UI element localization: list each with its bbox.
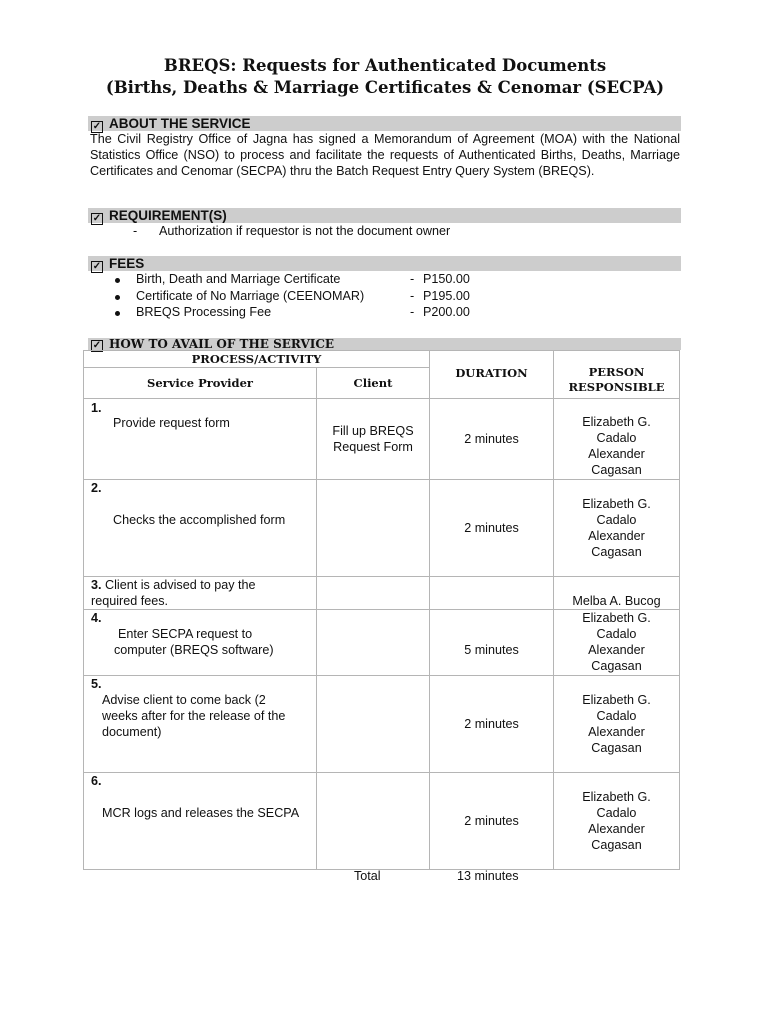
step-number: 4.	[91, 611, 102, 625]
process-table	[83, 350, 680, 870]
fee-label: Certificate of No Marriage (CEENOMAR)	[136, 289, 365, 303]
step-number: 2.	[91, 481, 102, 495]
fee-dash: -	[410, 289, 415, 303]
howto-heading: HOW TO AVAIL OF THE SERVICE	[109, 337, 335, 351]
checkbox-checked-icon: ✓	[92, 340, 102, 351]
provider-text: MCR logs and releases the SECPA	[102, 806, 300, 820]
person-header-line2: RESPONSIBLE	[568, 380, 665, 394]
duration-value: 5 minutes	[464, 643, 519, 657]
step-number: 5.	[91, 677, 102, 691]
fee-label: Birth, Death and Marriage Certificate	[136, 272, 341, 286]
fee-amount: P150.00	[423, 272, 470, 286]
requirements-heading: REQUIREMENT(S)	[109, 208, 227, 223]
fee-amount: P195.00	[423, 289, 470, 303]
person-header-line1: PERSON	[588, 365, 645, 379]
table-row	[84, 399, 680, 480]
checkbox-checked-icon: ✓	[92, 213, 102, 224]
provider-text-line: Client is advised to pay the	[105, 578, 256, 592]
provider-text: Enter SECPA request to	[118, 627, 253, 641]
person-text: Cagasan	[591, 659, 642, 673]
provider-text: Checks the accomplished form	[113, 513, 286, 527]
total-value: 13 minutes	[457, 869, 519, 883]
bullet-icon	[115, 311, 120, 316]
duration-value: 2 minutes	[464, 717, 519, 731]
fee-dash: -	[410, 272, 415, 286]
client-text: Request Form	[333, 440, 413, 454]
fees-heading: FEES	[109, 256, 145, 271]
duration-value: 2 minutes	[464, 521, 519, 535]
table-row	[84, 610, 680, 676]
person-text: Cagasan	[591, 545, 642, 559]
document-title-line1: BREQS: Requests for Authenticated Documents	[163, 56, 607, 75]
provider-text: Provide request form	[113, 416, 230, 430]
duration-value: 2 minutes	[464, 432, 519, 446]
bullet-icon	[115, 278, 120, 283]
person-text: Elizabeth G.	[582, 790, 651, 804]
service-provider-header: Service Provider	[84, 368, 317, 399]
fee-amount: P200.00	[423, 305, 470, 319]
about-section-header	[88, 116, 681, 131]
person-text: Elizabeth G.	[582, 497, 651, 511]
person-text: Cagasan	[591, 838, 642, 852]
duration-header: DURATION	[430, 351, 554, 399]
checkbox-checked-icon: ✓	[92, 121, 102, 132]
person-text: Alexander	[588, 447, 645, 461]
process-activity-header: PROCESS/ACTIVITY	[84, 351, 430, 368]
step-number: 3.	[91, 578, 102, 592]
requirements-section-header	[88, 208, 681, 223]
person-text: Alexander	[588, 822, 645, 836]
person-text: Cadalo	[596, 709, 637, 723]
table-row	[84, 577, 680, 610]
fee-dash: -	[410, 305, 415, 319]
duration-value: 2 minutes	[464, 814, 519, 828]
requirement-item: Authorization if requestor is not the document owner	[159, 224, 451, 238]
provider-text-line: required fees.	[91, 594, 169, 608]
fees-section-header	[88, 256, 681, 271]
checkbox-checked-icon: ✓	[92, 261, 102, 272]
table-row	[84, 480, 680, 577]
person-text: Elizabeth G.	[582, 693, 651, 707]
howto-section-header	[88, 338, 681, 350]
provider-text: document)	[102, 725, 162, 739]
person-text: Alexander	[588, 643, 645, 657]
person-text: Cagasan	[591, 741, 642, 755]
table-row	[84, 676, 680, 773]
client-header: Client	[317, 368, 430, 399]
person-text: Cadalo	[596, 431, 637, 445]
person-text: Alexander	[588, 725, 645, 739]
table-row	[84, 773, 680, 870]
person-text: Elizabeth G.	[582, 611, 651, 625]
person-text: Alexander	[588, 529, 645, 543]
about-heading: ABOUT THE SERVICE	[109, 116, 251, 131]
requirement-dash: -	[133, 224, 138, 238]
person-responsible-header	[554, 351, 680, 399]
about-paragraph: The Civil Registry Office of Jagna has signed a Memorandum of Agreement (MOA) with the National Statistics Office (NSO) to process and facilitate the requests of Authenticated Births, Deaths, Marriage Certificates and Cenomar (SECPA) thru the Batch Request Entry Query System (BREQS).	[90, 132, 680, 179]
person-text: Cadalo	[596, 806, 637, 820]
bullet-icon	[115, 295, 120, 300]
total-label: Total	[354, 869, 381, 883]
provider-text: weeks after for the release of the	[102, 709, 286, 723]
provider-text: Advise client to come back (2	[102, 693, 266, 707]
client-text: Fill up BREQS	[332, 424, 414, 438]
person-text: Cadalo	[596, 513, 637, 527]
step-number: 1.	[91, 401, 102, 415]
person-text: Cadalo	[596, 627, 637, 641]
provider-text	[91, 577, 316, 593]
person-text: Elizabeth G.	[582, 415, 651, 429]
provider-text: computer (BREQS software)	[114, 643, 274, 657]
document-title-line2: (Births, Deaths & Marriage Certificates & Cenomar (SECPA)	[105, 78, 665, 97]
fee-label: BREQS Processing Fee	[136, 305, 272, 319]
person-text: Melba A. Bucog	[572, 594, 661, 608]
step-number: 6.	[91, 774, 102, 788]
person-text: Cagasan	[591, 463, 642, 477]
